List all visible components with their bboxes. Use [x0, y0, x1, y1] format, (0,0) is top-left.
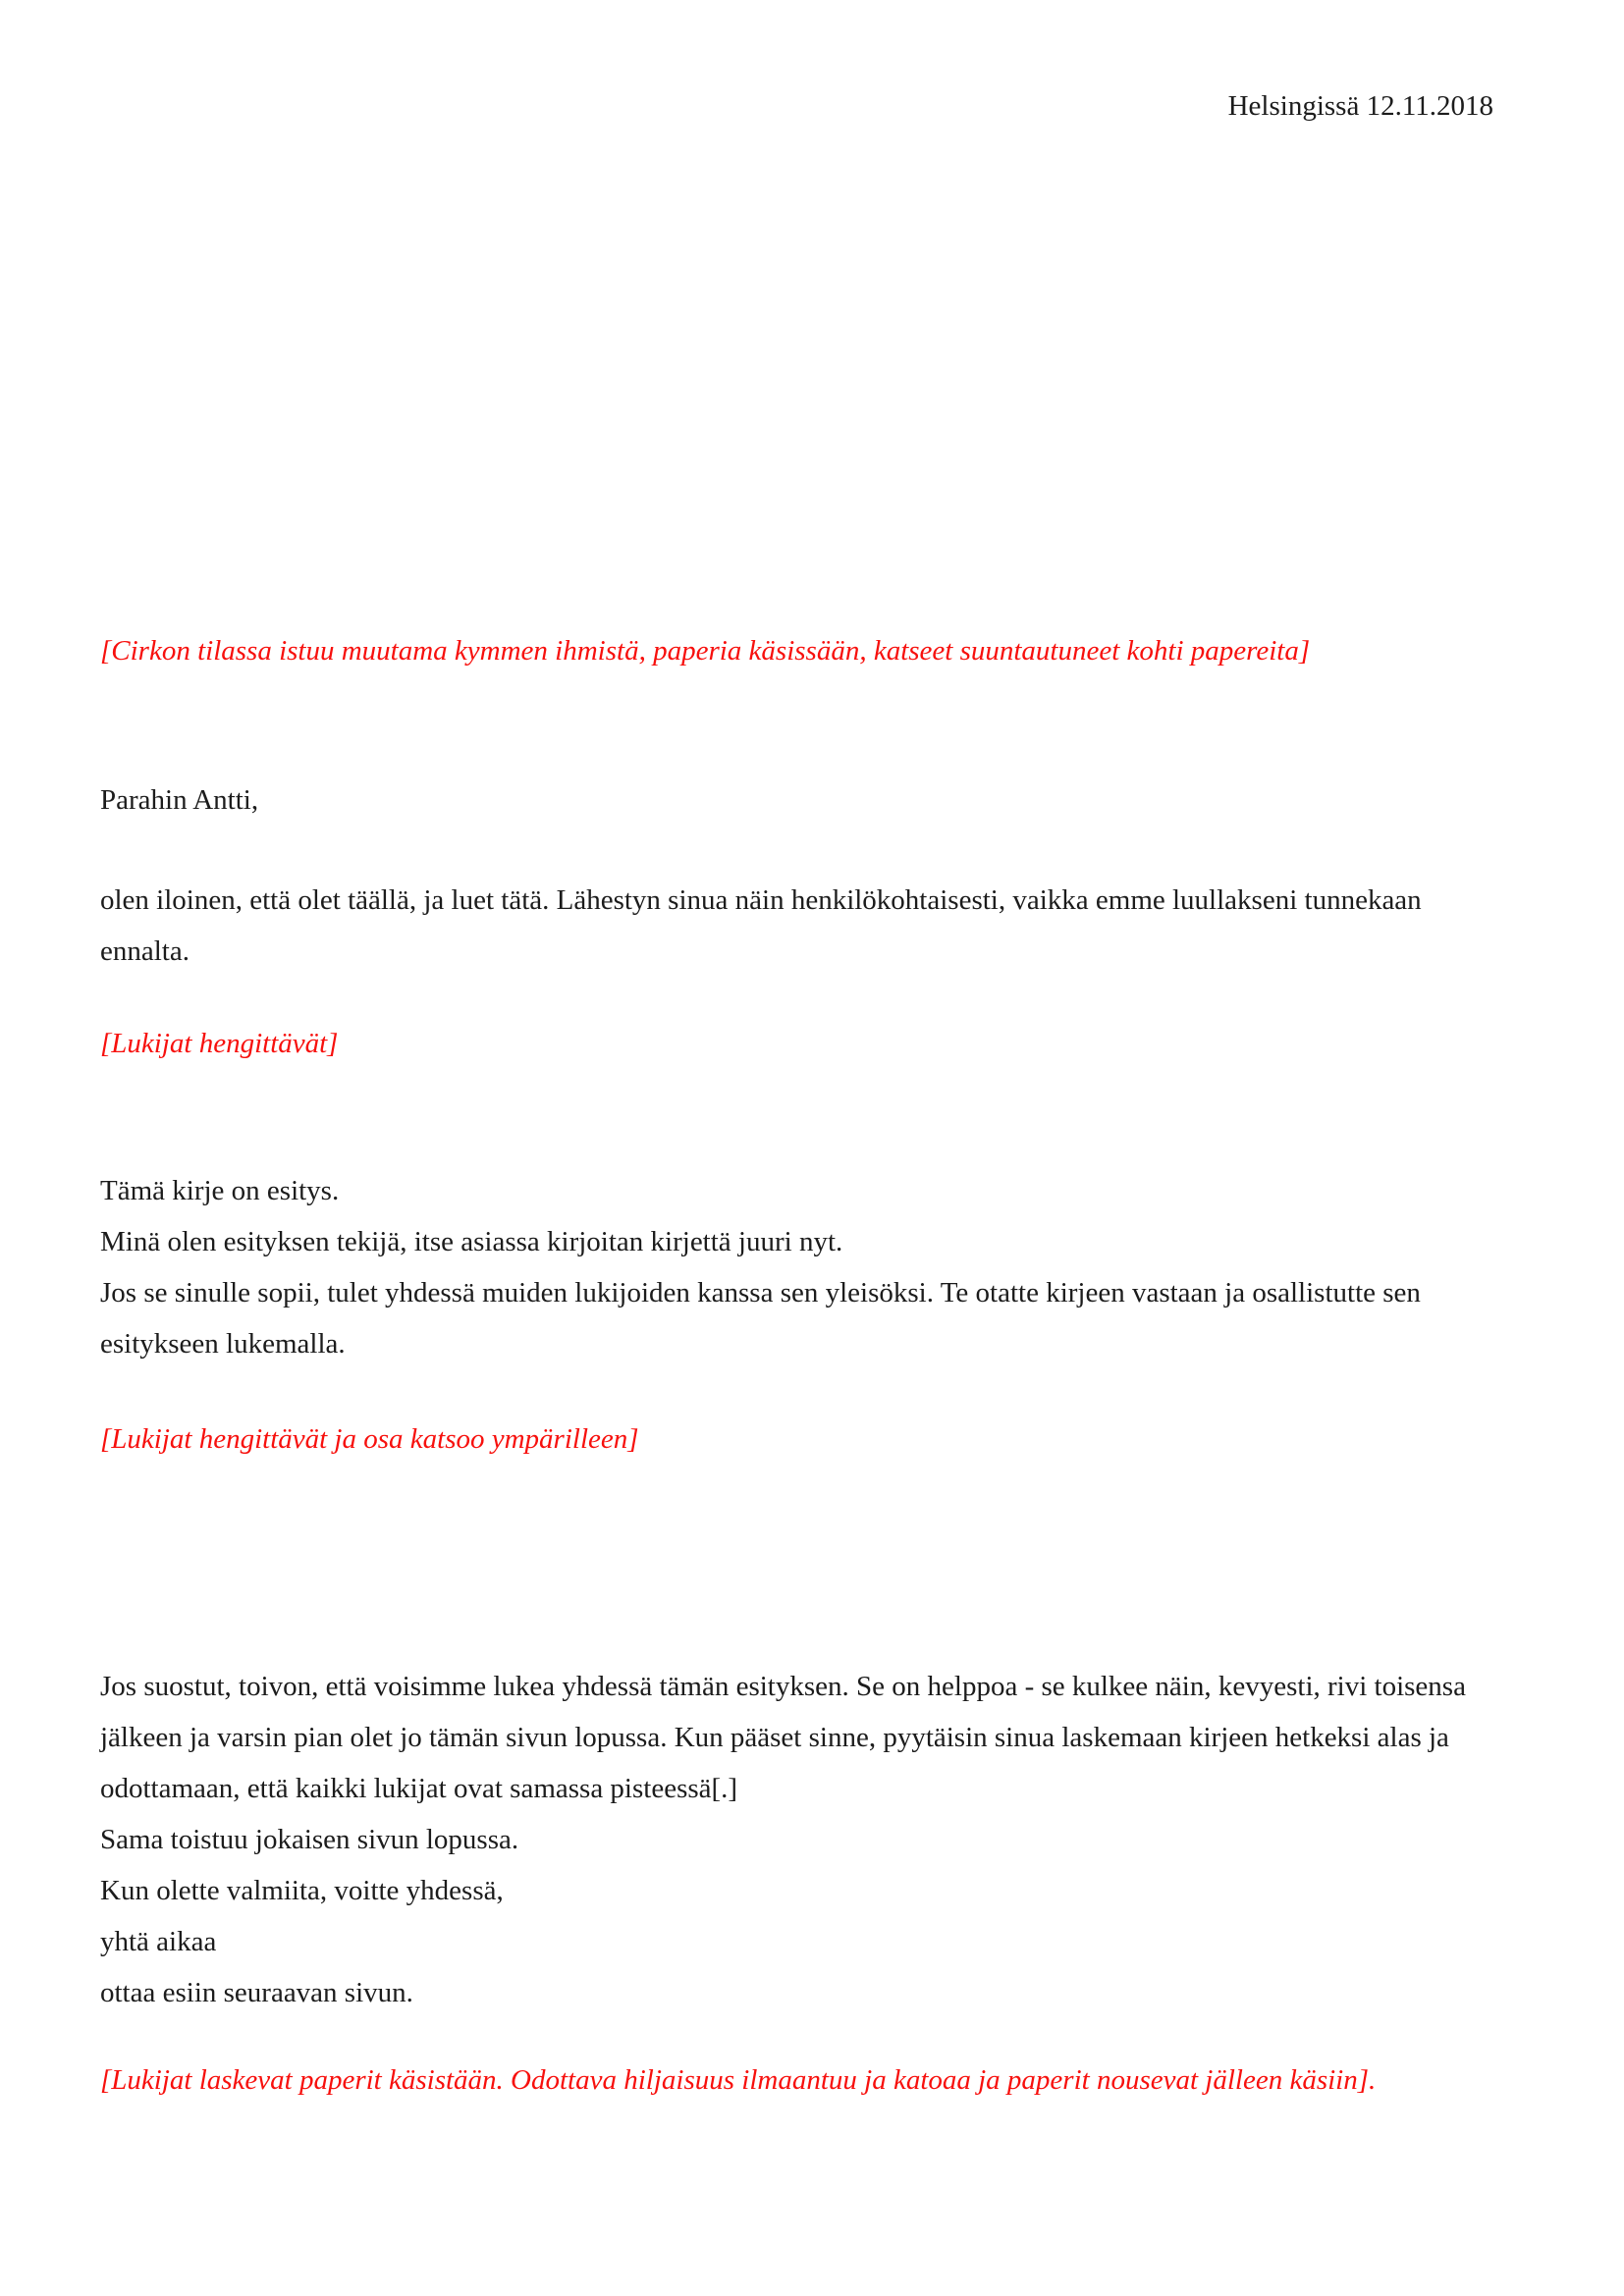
instructions-block	[100, 1661, 1516, 2018]
body-line: Jos se sinulle sopii, tulet yhdessä muiden lukijoiden kanssa sen yleisöksi. Te otatte kirjeen vastaan ja osallistutte sen esitykseen lukemalla.	[100, 1277, 1421, 1360]
stage-direction-breath-look: [Lukijat hengittävät ja osa katsoo ympärilleen]	[100, 1423, 639, 1455]
body-line: Kun olette valmiita, voitte yhdessä,	[100, 1875, 504, 1906]
salutation: Parahin Antti,	[100, 784, 259, 816]
body-line: Tämä kirje on esitys.	[100, 1175, 340, 1206]
instructions-paragraph: Jos suostut, toivon, että voisimme lukea yhdessä tämän esityksen. Se on helppoa - se kulkee näin, kevyesti, rivi toisensa jälkeen ja varsin pian olet jo tämän sivun lopussa. Kun pääset sinne, pyytäisin sinua laskemaan kirjeen hetkeksi alas ja odottamaan, että kaikki lukijat ovat samassa pisteessä[.]	[100, 1671, 1466, 1804]
body-line: Minä olen esityksen tekijä, itse asiassa kirjoitan kirjettä juuri nyt.	[100, 1226, 843, 1257]
body-line: Sama toistuu jokaisen sivun lopussa.	[100, 1824, 519, 1855]
stage-direction-closing: [Lukijat laskevat paperit käsistään. Odottava hiljaisuus ilmaantuu ja katoaa ja paperit nousevat jälleen käsiin].	[100, 2064, 1377, 2096]
date-line: Helsingissä 12.11.2018	[1227, 90, 1493, 122]
stage-direction-breath: [Lukijat hengittävät]	[100, 1028, 339, 1059]
intro-paragraph: olen iloinen, että olet täällä, ja luet tätä. Lähestyn sinua näin henkilökohtaisesti, vaikka emme luullakseni tunnekaan ennalta.	[100, 884, 1422, 967]
body-line: ottaa esiin seuraavan sivun.	[100, 1977, 413, 2008]
body-line: yhtä aikaa	[100, 1926, 217, 1957]
stage-direction-opening: [Cirkon tilassa istuu muutama kymmen ihmistä, paperia käsissään, katseet suuntautuneet kohti papereita]	[100, 635, 1311, 667]
letter-description-block	[100, 1165, 1516, 1369]
